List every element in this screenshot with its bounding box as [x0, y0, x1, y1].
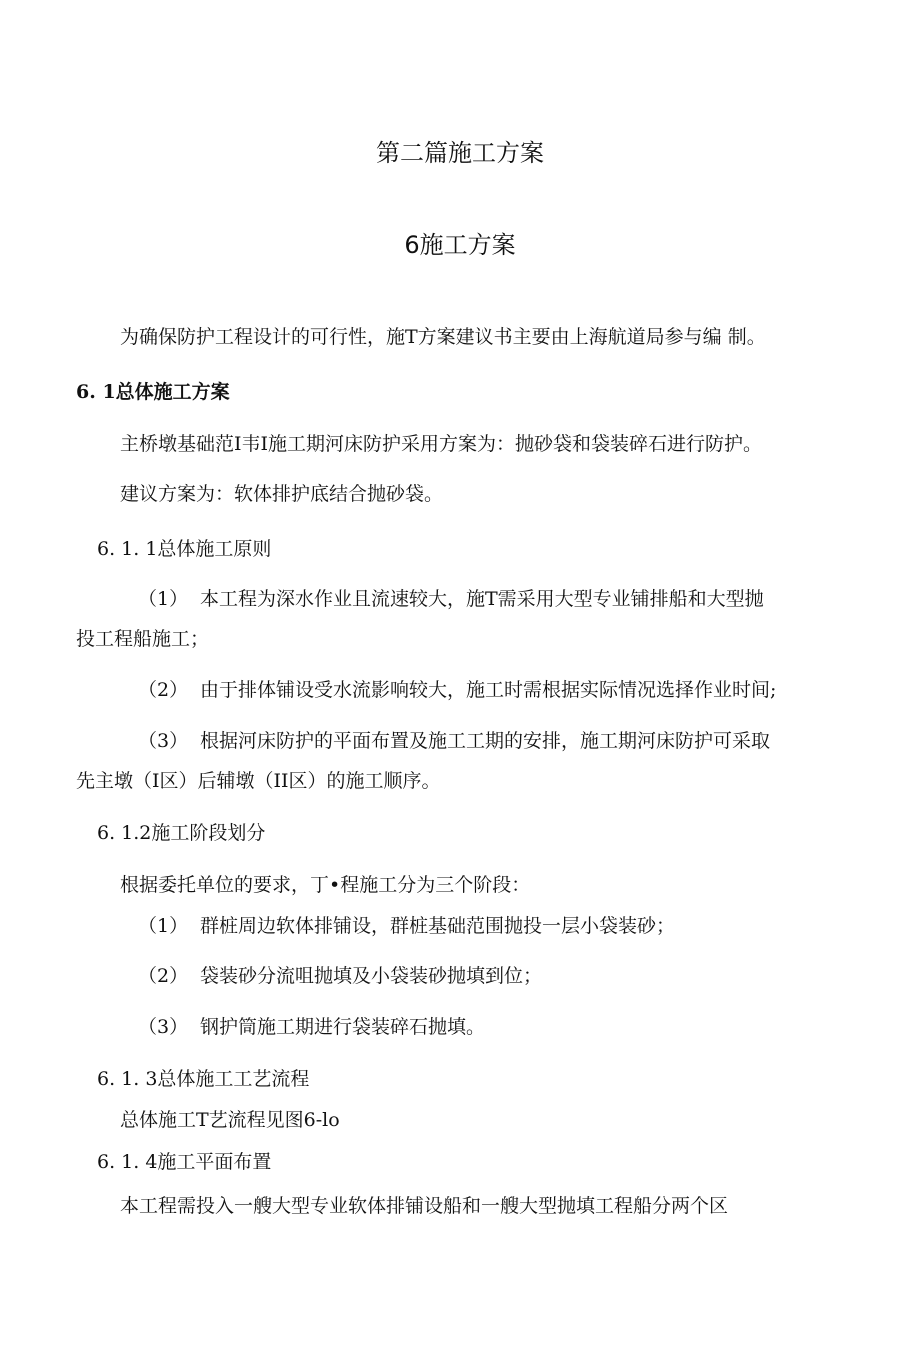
item-number: （2） [138, 965, 189, 987]
section-6-1-2-intro: 根据委托单位的要求，丁•程施工分为三个阶段： [120, 874, 531, 896]
item-number: （2） [138, 679, 189, 701]
stage-item-2 [138, 964, 542, 988]
item-number: （3） [138, 730, 189, 752]
item-number: （1） [138, 915, 189, 937]
item-text: 袋装砂分流咀抛填及小袋装砂抛填到位； [200, 965, 543, 987]
section-6-1-paragraph-1: 主桥墩基础范I韦I施工期河床防护采用方案为：抛砂袋和袋装碎石进行防护。 [120, 433, 763, 455]
principle-item-2 [138, 678, 776, 702]
principle-item-3-continuation: 先主墩（I区）后辅墩（II区）的施工顺序。 [76, 770, 441, 792]
item-text: 群桩周边软体排铺设，群桩基础范围抛投一层小袋装砂； [200, 915, 676, 937]
section-6-1-4-text: 本工程需投入一艘大型专业软体排铺设船和一艘大型抛填工程船分两个区 [120, 1195, 729, 1217]
item-text: 钢护筒施工期进行袋装碎石抛填。 [200, 1016, 486, 1038]
section-6-1-paragraph-2: 建议方案为：软体排护底结合抛砂袋。 [120, 483, 444, 505]
item-text: 由于排体铺设受水流影响较大，施工时需根据实际情况选择作业时间; [200, 679, 777, 701]
principle-item-1-continuation: 投工程船施工； [76, 628, 210, 650]
item-text: 根据河床防护的平面布置及施工工期的安排，施工期河床防护可采取 [200, 730, 771, 752]
chapter-title: 6施工方案 [404, 231, 516, 259]
item-number: （3） [138, 1016, 189, 1038]
section-6-1-2-heading: 6. 1.2施工阶段划分 [97, 822, 266, 844]
intro-paragraph: 为确保防护工程设计的可行性，施T方案建议书主要由上海航道局参与编 制。 [120, 326, 766, 348]
part-title: 第二篇施工方案 [376, 139, 544, 167]
section-6-1-heading: 6. 1总体施工方案 [76, 381, 230, 403]
item-text: 本工程为深水作业且流速较大，施T需采用大型专业铺排船和大型抛 [200, 588, 764, 610]
section-6-1-3-text: 总体施工T艺流程见图6-lo [120, 1109, 340, 1131]
stage-item-1 [138, 914, 675, 938]
section-6-1-3-heading: 6. 1. 3总体施工工艺流程 [97, 1068, 310, 1090]
item-number: （1） [138, 588, 189, 610]
section-6-1-1-heading: 6. 1. 1总体施工原则 [97, 538, 272, 560]
section-6-1-4-heading: 6. 1. 4施工平面布置 [97, 1151, 272, 1173]
principle-item-3 [138, 729, 770, 753]
principle-item-1 [138, 587, 764, 611]
stage-item-3 [138, 1015, 485, 1039]
